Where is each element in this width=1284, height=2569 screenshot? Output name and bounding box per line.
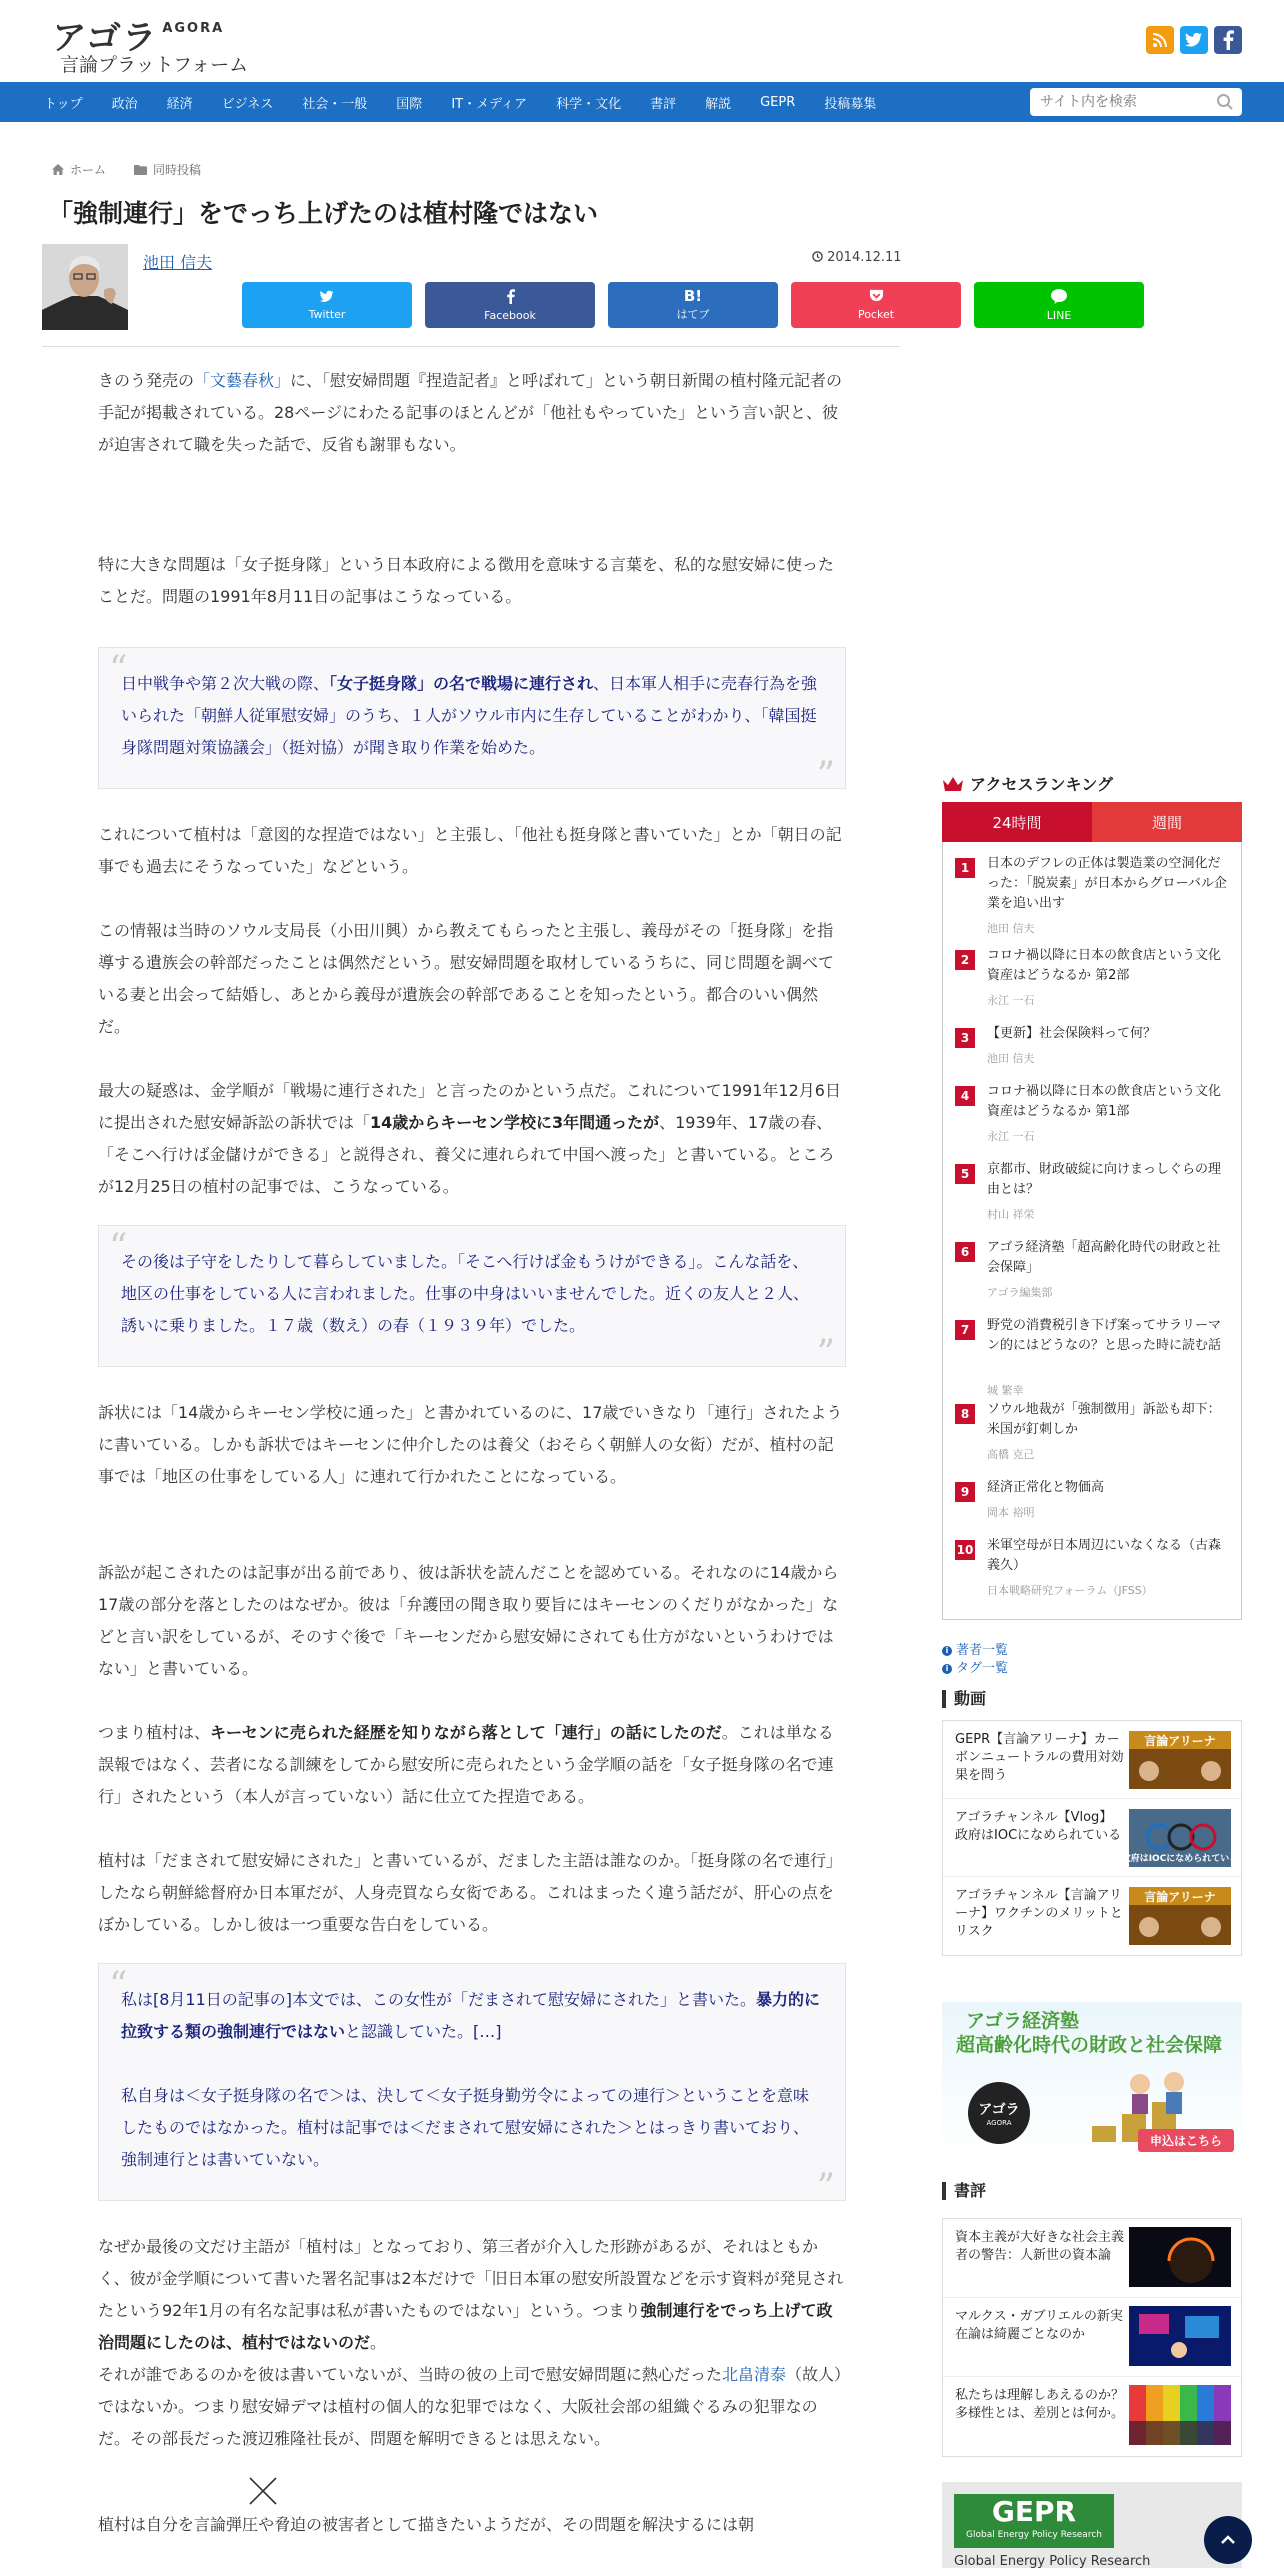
open-quote-icon: “ xyxy=(109,649,128,690)
video-item[interactable] xyxy=(943,1799,1241,1877)
ranking-number: 9 xyxy=(955,1482,975,1502)
close-icon[interactable] xyxy=(248,2476,278,2506)
ranking-number: 4 xyxy=(955,1086,975,1106)
tab-24h[interactable]: 24時間 xyxy=(942,802,1092,842)
spacer xyxy=(98,789,846,819)
ranking-header xyxy=(942,772,1113,795)
share-line-button[interactable] xyxy=(974,282,1144,328)
share-hatena-label: はてブ xyxy=(676,308,710,321)
review-item[interactable] xyxy=(943,2219,1241,2298)
kitabatake-link[interactable]: 北畠清泰 xyxy=(722,2365,787,2384)
article-title: 「強制連行」をでっち上げたのは植村隆ではない xyxy=(48,199,599,228)
clock-icon xyxy=(812,251,823,262)
publish-date-text: 2014.12.11 xyxy=(827,250,902,265)
ranking-item-author: 村山 祥栄 xyxy=(987,1208,1035,1221)
share-twitter-label: Twitter xyxy=(308,307,346,321)
spacer xyxy=(98,1203,846,1225)
site-search xyxy=(1030,88,1242,116)
paragraph-1 xyxy=(98,365,846,461)
ranking-number: 8 xyxy=(955,1404,975,1424)
review-item-title[interactable]: マルクス・ガブリエルの新実在論は綺麗ごとなのか xyxy=(955,2309,1123,2342)
nav-item-economy[interactable]: 経済 xyxy=(166,96,193,112)
paragraph-11-part-b: （故人）ではないか。つまり慰安婦デマは植村の個人的な犯罪ではなく、大阪社会部の組織ぐるみの犯罪なのだ。その部長だった渡辺雅隆社長が、問題を解明できるとは思えない。 xyxy=(98,2365,843,2448)
search-icon[interactable] xyxy=(1216,93,1234,111)
paragraph-10 xyxy=(98,2231,846,2359)
share-facebook-button[interactable] xyxy=(425,282,595,328)
gepr-logo-sub: Global Energy Policy Research xyxy=(966,2530,1102,2540)
bungei-shunju-link[interactable]: 「文藝春秋」 xyxy=(194,371,291,390)
article-body xyxy=(98,365,846,2541)
tab-week[interactable]: 週間 xyxy=(1092,802,1242,842)
nav-items xyxy=(44,82,905,122)
nav-item-international[interactable]: 国際 xyxy=(396,96,423,112)
folder-icon xyxy=(134,165,147,175)
paragraph-9: 植村は「だまされて慰安婦にされた」と書いているが、だました主語は誰なのか。「挺身隊の名で連行」したなら朝鮮総督府か日本軍だが、人身売買なら女衒である。これはまったく違う話だが、肝心の点をぼかしている。しかし彼は一つ重要な告白をしている。 xyxy=(98,1851,843,1934)
review-item-title[interactable]: 私たちは理解しあえるのか？多様性とは、差別とは何か。 xyxy=(955,2388,1125,2421)
ranking-number: 10 xyxy=(955,1540,975,1560)
share-hatena-button[interactable] xyxy=(608,282,778,328)
video-thumbnail[interactable] xyxy=(1129,1887,1231,1945)
paragraph-3: これについて植村は「意図的な捏造ではない」と主張し、「他社も挺身隊と書いていた」とか「朝日の記事でも過去にそうなっていた」などという。 xyxy=(98,825,842,876)
ranking-list xyxy=(942,842,1242,1620)
spacer xyxy=(98,613,846,647)
gepr-logo xyxy=(954,2494,1114,2548)
publish-date xyxy=(812,250,902,265)
spacer xyxy=(98,1367,846,1397)
paragraph-8-part-c: 。これは単なる誤報ではなく、芸者になる訓練をしてから慰安所に売られたという金学順の話を「女子挺身隊の名で連行」されたという（本人が言っていない）話に仕立てた捏造である。 xyxy=(98,1723,834,1806)
videos-heading: 動画 xyxy=(942,1690,986,1708)
video-item[interactable] xyxy=(943,1877,1241,1955)
nav-item-top[interactable]: トップ xyxy=(44,96,83,112)
ranking-item-title[interactable]: 経済正常化と物価高 xyxy=(987,1480,1105,1495)
review-item[interactable] xyxy=(943,2298,1241,2377)
blockquote-3-text-1 xyxy=(121,1984,823,2048)
ranking-item-author: 日本戦略研究フォーラム（JFSS） xyxy=(987,1584,1153,1597)
home-icon xyxy=(52,164,64,175)
gepr-subtitle: Global Energy Policy Research xyxy=(954,2554,1151,2569)
ranking-item-author: 池田 信夫 xyxy=(987,1052,1035,1065)
paragraph-10-part-a: なぜか最後の文だけ主語が「植村は」となっており、第三者が介入した形跡があるが、それはともかく、彼が金学順について書いた署名記事は2本だけで「旧日本軍の慰安所設置などを示す資料が発見されたという92年1月の有名な記事は私が書いたものではない」という。つまり xyxy=(98,2237,844,2320)
paragraph-1-prefix: きのう発売の xyxy=(98,371,195,390)
share-twitter-button[interactable] xyxy=(242,282,412,328)
video-thumbnail[interactable] xyxy=(1129,1731,1231,1789)
side-links xyxy=(942,1642,1008,1678)
review-thumbnail[interactable] xyxy=(1129,2306,1231,2366)
blockquote-1-emphasis: 「女子挺身隊」の名で戦場に連行され xyxy=(329,674,594,693)
banner-logo-text: アゴラ xyxy=(978,2102,1020,2118)
nav-item-book-review[interactable]: 書評 xyxy=(650,96,677,112)
ranking-item-title[interactable]: 京都市、財政破綻に向けまっしぐらの理由とは？ xyxy=(987,1162,1222,1197)
nav-item-society[interactable]: 社会・一般 xyxy=(302,96,368,112)
ranking-tabs xyxy=(942,802,1242,842)
video-list xyxy=(942,1720,1242,1956)
thumbnail-caption: 政府はIOCになめられている xyxy=(1121,1854,1239,1864)
review-item[interactable] xyxy=(943,2377,1241,2456)
review-item-title[interactable]: 資本主義が大好きな社会主義者の警告：人新世の資本論 xyxy=(955,2230,1125,2263)
blockquote-1-part-c: 、日本軍人相手に売春行為を強いられた「朝鮮人従軍慰安婦」のうち、１人がソウル市内に生存していることがわかり、「韓国挺身隊問題対策協議会」（挺対協）が聞き取り作業を始めた。 xyxy=(121,674,818,757)
ranking-item-author: アゴラ編集部 xyxy=(987,1286,1053,1299)
authors-link-row[interactable] xyxy=(942,1642,1008,1660)
ranking-item-title[interactable]: 米軍空母が日本周辺にいなくなる（古森 義久） xyxy=(987,1538,1222,1573)
ranking-item-author: 岡本 裕明 xyxy=(987,1506,1035,1519)
nav-item-gepr[interactable]: GEPR xyxy=(760,94,796,110)
logo-kana: アゴラ xyxy=(50,18,160,58)
line-icon xyxy=(1051,289,1067,307)
breadcrumb-home[interactable]: ホーム xyxy=(70,163,107,177)
ranking-number: 3 xyxy=(955,1028,975,1048)
ranking-number: 6 xyxy=(955,1242,975,1262)
spacer xyxy=(98,1941,846,1963)
paragraph-6: 訴状には「14歳からキーセン学校に通った」と書かれているのに、17歳でいきなり「連行」されたように書いている。しかも訴状ではキーセンに仲介したのは養父（おそらく朝鮮人の女衒）だが、植村の記事では「地区の仕事をしている人」に連れて行かれたことになっている。 xyxy=(98,1403,843,1486)
paragraph-4: この情報は当時のソウル支局長（小田川興）から教えてもらったと主張し、義母がその「挺身隊」を指導する遺族会の幹部だったことは偶然だという。慰安婦問題を取材しているうちに、同じ問題を調べている妻と出会って結婚し、あとから義母が遺族会の幹部であることを知ったという。都合のいい偶然だ。 xyxy=(98,921,835,1036)
ranking-number: 5 xyxy=(955,1164,975,1184)
blockquote-2 xyxy=(98,1225,846,1374)
crown-icon xyxy=(942,776,964,792)
info-icon: i xyxy=(942,1646,952,1656)
ranking-item-author: 高橋 克己 xyxy=(987,1448,1035,1461)
economy-school-banner[interactable] xyxy=(942,2002,1242,2158)
paragraph-11 xyxy=(98,2359,846,2487)
global-nav xyxy=(0,82,1284,122)
paragraph-10-part-c: 。 xyxy=(370,2333,387,2352)
logo-subtitle: 言論プラットフォーム xyxy=(60,54,249,76)
paragraph-2: 特に大きな問題は「女子挺身隊」という日本政府による徴用を意味する言葉を、私的な慰安婦に使ったことだ。問題の1991年8月11日の記事はこうなっている。 xyxy=(98,555,835,606)
banner-logo-en: AGORA xyxy=(986,2119,1012,2127)
paragraph-8-emphasis: キーセンに売られた経歴を知りながら落として「連行」の話にしたのだ xyxy=(210,1723,722,1742)
ranking-item-title[interactable]: コロナ禍以降に日本の飲食店という文化資産はどうなるか 第2部 xyxy=(987,948,1222,983)
video-item-title[interactable]: GEPR【言論アリーナ】カーボンニュートラルの費用対効果を問う xyxy=(955,1732,1124,1783)
open-quote-icon: “ xyxy=(109,1227,128,1268)
spacer xyxy=(98,1813,846,1845)
hatena-icon: B! xyxy=(683,287,703,305)
share-pocket-label: Pocket xyxy=(857,308,895,321)
blockquote-3-text-2: 私自身は＜女子挺身隊の名で＞は、決して＜女子挺身勤労令によっての連行＞ということを意味したものではなかった。植村は記事では＜だまされて慰安婦にされた＞とはっきり書いており、強制連行とは書いていない。 xyxy=(121,2086,810,2169)
banner-subtitle: 超高齢化時代の財政と社会保障 xyxy=(956,2034,1223,2056)
facebook-icon[interactable] xyxy=(1214,26,1242,54)
share-facebook-label: Facebook xyxy=(484,308,536,322)
spacer xyxy=(98,461,846,549)
ranking-item-title[interactable]: 【更新】社会保険料って何？ xyxy=(987,1026,1157,1041)
scroll-to-top-button[interactable] xyxy=(1204,2516,1252,2564)
ranking-title: アクセスランキング xyxy=(970,775,1114,794)
blockquote-3-part-a: 私は[8月11日の記事の]本文では、この女性が「だまされて慰安婦にされた」と書いた。 xyxy=(121,1990,757,2009)
gepr-banner[interactable] xyxy=(942,2482,1242,2568)
thumbnail-caption: 言論アリーナ xyxy=(1144,1890,1216,1904)
social-links xyxy=(1146,26,1242,54)
share-line-label: LINE xyxy=(1046,308,1072,322)
close-quote-icon: ” xyxy=(816,2167,835,2208)
ranking-item-author: 城 繁幸 xyxy=(987,1384,1024,1397)
spacer xyxy=(98,2201,846,2231)
author-avatar[interactable] xyxy=(42,244,128,330)
blockquote-3-part-c: と認識していた。[…] xyxy=(345,2022,502,2041)
header-divider xyxy=(42,346,900,347)
ranking-item-author: 永江 一石 xyxy=(987,1130,1035,1143)
rss-icon[interactable] xyxy=(1146,26,1174,54)
paragraph-11-part-a: それが誰であるのかを彼は書いていないが、当時の彼の上司で慰安婦問題に熱心だった xyxy=(98,2365,723,2384)
breadcrumb-category[interactable]: 同時投稿 xyxy=(153,163,202,177)
review-thumbnail[interactable] xyxy=(1129,2227,1231,2287)
paragraph-5-emphasis: 14歳からキーセン学校に3年間通ったが xyxy=(370,1113,660,1132)
paragraph-5 xyxy=(98,1075,846,1203)
logo-en: AGORA xyxy=(162,21,225,36)
facebook-icon xyxy=(506,289,515,307)
ranking-item-title[interactable]: コロナ禍以降に日本の飲食店という文化資産はどうなるか 第1部 xyxy=(987,1084,1222,1119)
ranking-number: 7 xyxy=(955,1320,975,1340)
search-input[interactable] xyxy=(1030,88,1210,116)
author-name-link[interactable]: 池田 信夫 xyxy=(143,253,213,272)
paragraph-5-part-c: 、1939年、17歳の春、「そこへ行けば金儲けができる」と説得され、養父に連れられて中国へ渡った」と書いている。ところが12月25日の植村の記事では、こうなっている。 xyxy=(98,1113,835,1196)
review-thumbnail[interactable] xyxy=(1129,2385,1231,2445)
spacer xyxy=(121,2048,823,2080)
ranking-number: 2 xyxy=(955,950,975,970)
tags-link-row[interactable] xyxy=(942,1660,1008,1678)
close-quote-icon: ” xyxy=(816,755,835,796)
ranking-item-title[interactable]: アゴラ経済塾「超高齢化時代の財政と社会保障」 xyxy=(987,1240,1221,1275)
video-item-title[interactable]: アゴラチャンネル【Vlog】政府はIOCになめられている xyxy=(955,1810,1122,1843)
ranking-item-author: 永江 一石 xyxy=(987,994,1035,1007)
chevron-up-icon xyxy=(1220,2535,1236,2545)
spacer xyxy=(98,1685,846,1717)
breadcrumb xyxy=(52,161,201,178)
banner-title: アゴラ経済塾 xyxy=(966,2010,1080,2032)
site-header xyxy=(0,0,1284,82)
paragraph-10-emphasis: 強制連行をでっち上げて政治問題にしたのは、植村ではないのだ xyxy=(98,2301,833,2352)
nav-item-business[interactable]: ビジネス xyxy=(221,96,274,112)
nav-item-it-media[interactable]: IT・メディア xyxy=(451,96,528,112)
ranking-item-author: 池田 信夫 xyxy=(987,922,1035,935)
share-buttons xyxy=(242,282,1144,328)
spacer xyxy=(98,1525,846,1557)
banner-apply-button[interactable]: 申込はこちら xyxy=(1138,2129,1234,2152)
blockquote-1-part-a: 日中戦争や第２次大戦の際、 xyxy=(121,674,330,693)
spacer xyxy=(98,1043,846,1075)
ranking-item-title[interactable]: ソウル地裁が「強制徴用」訴訟も却下：米国が釘刺しか xyxy=(987,1402,1221,1437)
paragraph-8-part-a: つまり植村は、 xyxy=(98,1723,211,1742)
blockquote-1-text xyxy=(121,668,823,764)
ranking-item-title[interactable]: 野党の消費税引き下げ案ってサラリーマン的にはどうなの？と思った時に読む話 xyxy=(987,1318,1222,1353)
video-item[interactable] xyxy=(943,1721,1241,1799)
ranking-item-title[interactable]: 日本のデフレの正体は製造業の空洞化だった：「脱炭素」が日本からグローバル企業を追い出す xyxy=(987,856,1227,911)
review-list xyxy=(942,2218,1242,2457)
pocket-icon xyxy=(869,289,884,306)
blockquote-3 xyxy=(98,1963,846,2208)
video-item-title[interactable]: アゴラチャンネル【言論アリーナ】ワクチンのメリットとリスク xyxy=(955,1888,1123,1939)
spacer xyxy=(98,2487,846,2509)
blockquote-3-emphasis: 暴力的に拉致する類の強制連行ではない xyxy=(121,1990,821,2041)
nav-item-commentary[interactable]: 解説 xyxy=(705,96,732,112)
paragraph-5-part-a: 最大の疑惑は、金学順が「戦場に連行された」と言ったのかという点だ。これについて1991年12月6日に提出された慰安婦訴訟の訴状では「 xyxy=(98,1081,841,1132)
authors-link[interactable]: 著者一覧 xyxy=(956,1643,1009,1658)
thumbnail-caption: 言論アリーナ xyxy=(1144,1734,1216,1748)
paragraph-1-rest: に、「慰安婦問題『捏造記者』と呼ばれて」という朝日新聞の植村隆元記者の手記が掲載されている。28ページにわたる記事のほとんどが「他社もやっていた」という言い訳と、彼が迫害されて職を失った話で、反省も謝罪もない。 xyxy=(98,371,843,454)
info-icon: i xyxy=(942,1664,952,1674)
nav-item-politics[interactable]: 政治 xyxy=(111,96,138,112)
site-logo[interactable] xyxy=(50,10,249,76)
paragraph-7: 訴訟が起こされたのは記事が出る前であり、彼は訴状を読んだことを認めている。それなのに14歳から17歳の部分を落としたのはなぜか。彼は「弁護団の聞き取り要旨にはキーセンのくだりがなかった」などと言い訳をしているが、そのすぐ後で「キーセンだから慰安婦にされても仕方がないというわけではない」と書いている。 xyxy=(98,1563,839,1678)
twitter-icon xyxy=(319,290,335,306)
banner-agora-logo xyxy=(968,2082,1030,2144)
open-quote-icon: “ xyxy=(109,1965,128,2006)
close-quote-icon: ” xyxy=(816,1333,835,1374)
reviews-heading: 書評 xyxy=(942,2182,986,2200)
nav-item-science-culture[interactable]: 科学・文化 xyxy=(556,96,622,112)
twitter-icon[interactable] xyxy=(1180,26,1208,54)
ranking-number: 1 xyxy=(955,858,975,878)
blockquote-1 xyxy=(98,647,846,796)
tags-link[interactable]: タグ一覧 xyxy=(956,1661,1009,1676)
paragraph-8 xyxy=(98,1717,846,1813)
share-pocket-button[interactable] xyxy=(791,282,961,328)
blockquote-2-text: その後は子守をしたりして暮らしていました。「そこへ行けば金もうけができる」。こんな話を、地区の仕事をしている人に言われました。仕事の中身はいいませんでした。近くの友人と２人、誘いに乗りました。１７歳（数え）の春（１９３９年）でした。 xyxy=(121,1252,810,1335)
paragraph-12: 植村は自分を言論弾圧や脅迫の被害者として描きたいようだが、その問題を解決するには朝 xyxy=(98,2515,755,2534)
nav-item-submission[interactable]: 投稿募集 xyxy=(824,96,877,112)
gepr-logo-text: GEPR xyxy=(991,2495,1077,2528)
video-thumbnail[interactable] xyxy=(1121,1809,1239,1867)
spacer xyxy=(98,883,846,915)
